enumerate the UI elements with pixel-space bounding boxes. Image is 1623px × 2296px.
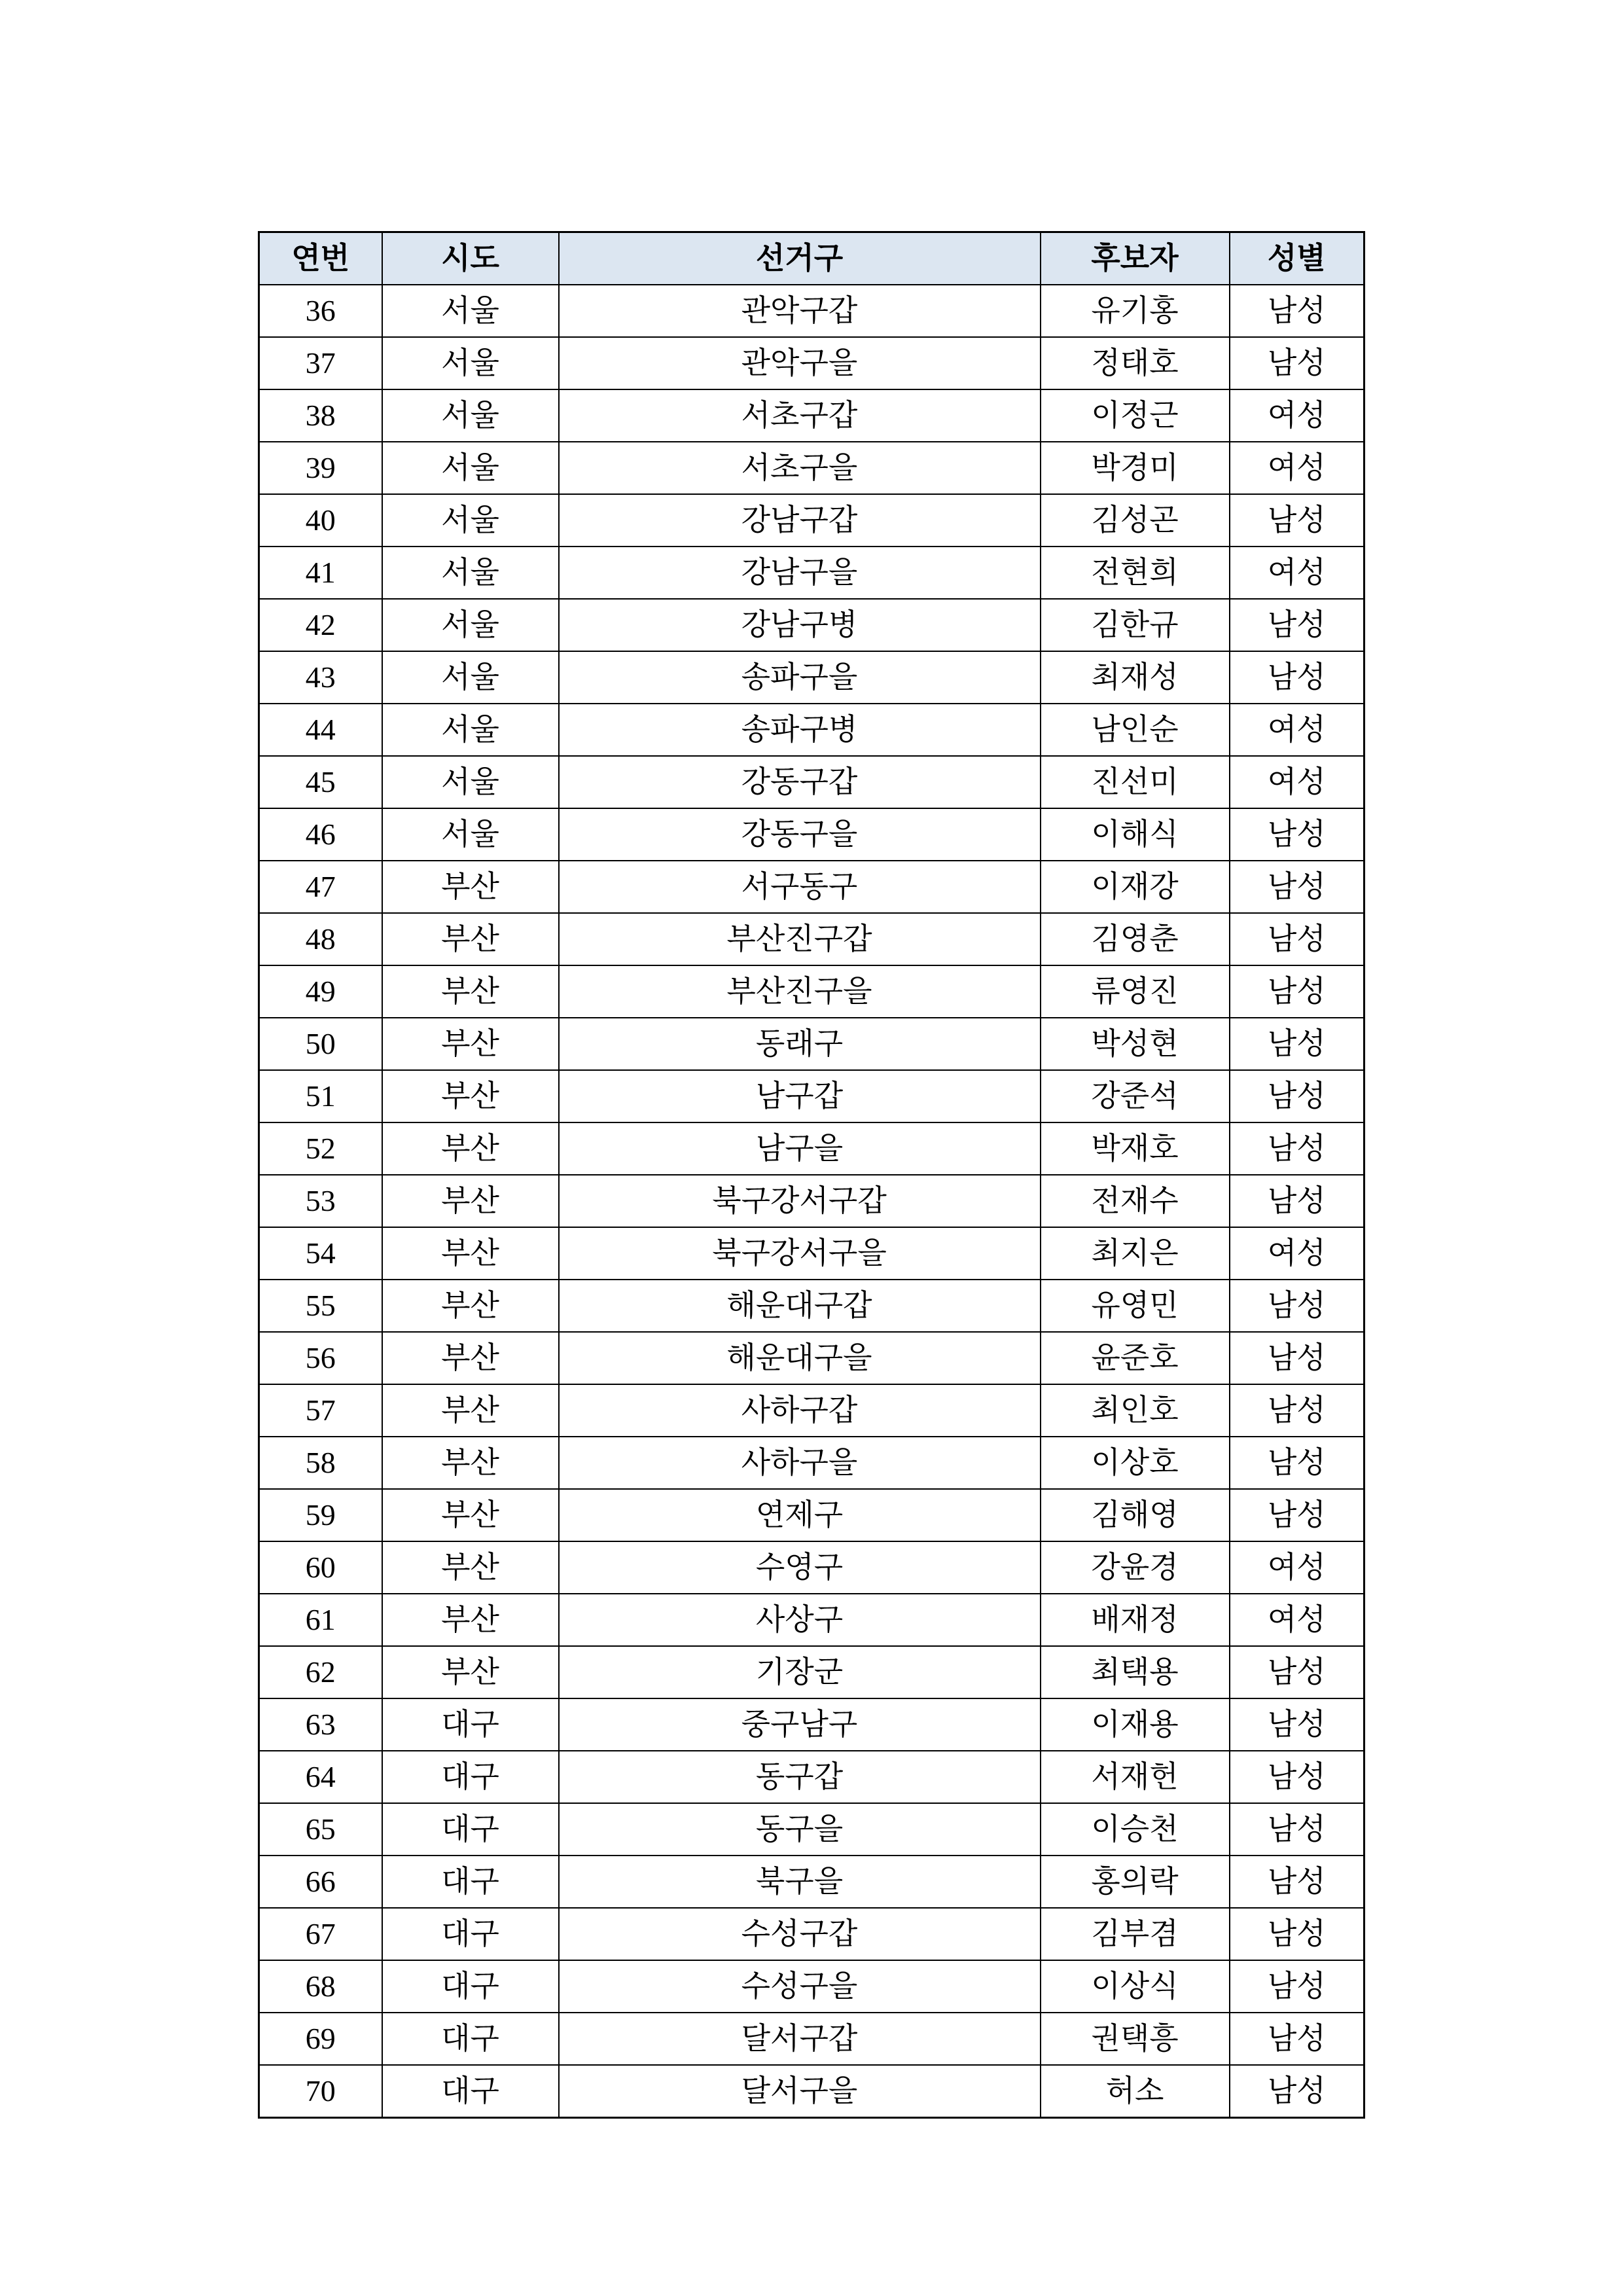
- cell-district: 연제구: [559, 1489, 1041, 1541]
- cell-province: 대구: [382, 1751, 559, 1803]
- cell-candidate: 배재정: [1041, 1594, 1230, 1646]
- cell-serial-no: 65: [259, 1803, 382, 1856]
- cell-district: 사하구을: [559, 1437, 1041, 1489]
- cell-district: 강남구을: [559, 547, 1041, 599]
- table-row: [259, 1070, 1364, 1122]
- cell-gender: 남성: [1230, 494, 1364, 547]
- cell-province: 대구: [382, 1856, 559, 1908]
- cell-province: 서울: [382, 651, 559, 704]
- cell-candidate: 허소: [1041, 2065, 1230, 2118]
- cell-gender: 남성: [1230, 1437, 1364, 1489]
- cell-candidate: 박경미: [1041, 442, 1230, 494]
- cell-gender: 여성: [1230, 756, 1364, 808]
- table-row: [259, 808, 1364, 861]
- cell-district: 수성구을: [559, 1960, 1041, 2013]
- col-header-gender: 성별: [1230, 232, 1364, 285]
- cell-gender: 남성: [1230, 861, 1364, 913]
- cell-gender: 남성: [1230, 913, 1364, 965]
- cell-province: 부산: [382, 1489, 559, 1541]
- cell-candidate: 윤준호: [1041, 1332, 1230, 1384]
- table-row: [259, 1698, 1364, 1751]
- cell-province: 대구: [382, 1698, 559, 1751]
- cell-gender: 남성: [1230, 2013, 1364, 2065]
- candidates-table: [258, 231, 1365, 2119]
- cell-district: 관악구갑: [559, 285, 1041, 337]
- cell-district: 해운대구갑: [559, 1280, 1041, 1332]
- table-row: [259, 1384, 1364, 1437]
- cell-province: 부산: [382, 1332, 559, 1384]
- table-row: [259, 1122, 1364, 1175]
- cell-serial-no: 36: [259, 285, 382, 337]
- cell-gender: 남성: [1230, 285, 1364, 337]
- cell-province: 서울: [382, 808, 559, 861]
- cell-gender: 남성: [1230, 1122, 1364, 1175]
- cell-serial-no: 43: [259, 651, 382, 704]
- cell-candidate: 류영진: [1041, 965, 1230, 1018]
- cell-candidate: 강윤경: [1041, 1541, 1230, 1594]
- cell-gender: 남성: [1230, 1384, 1364, 1437]
- table-row: [259, 1018, 1364, 1070]
- cell-candidate: 남인순: [1041, 704, 1230, 756]
- table-row: [259, 494, 1364, 547]
- cell-province: 부산: [382, 1122, 559, 1175]
- cell-candidate: 이상식: [1041, 1960, 1230, 2013]
- cell-province: 부산: [382, 1541, 559, 1594]
- cell-candidate: 정태호: [1041, 337, 1230, 389]
- cell-gender: 남성: [1230, 1856, 1364, 1908]
- cell-district: 기장군: [559, 1646, 1041, 1698]
- cell-gender: 여성: [1230, 389, 1364, 442]
- table-row: [259, 756, 1364, 808]
- cell-gender: 남성: [1230, 1803, 1364, 1856]
- cell-candidate: 최재성: [1041, 651, 1230, 704]
- cell-serial-no: 50: [259, 1018, 382, 1070]
- table-row: [259, 1646, 1364, 1698]
- cell-serial-no: 48: [259, 913, 382, 965]
- cell-gender: 남성: [1230, 1646, 1364, 1698]
- cell-gender: 여성: [1230, 1227, 1364, 1280]
- cell-candidate: 진선미: [1041, 756, 1230, 808]
- cell-candidate: 이해식: [1041, 808, 1230, 861]
- table-row: [259, 1227, 1364, 1280]
- cell-serial-no: 67: [259, 1908, 382, 1960]
- table-row: [259, 1594, 1364, 1646]
- cell-candidate: 박성현: [1041, 1018, 1230, 1070]
- cell-serial-no: 70: [259, 2065, 382, 2118]
- table-body: [259, 285, 1364, 2118]
- cell-gender: 남성: [1230, 337, 1364, 389]
- table-row: [259, 547, 1364, 599]
- cell-candidate: 김해영: [1041, 1489, 1230, 1541]
- cell-province: 부산: [382, 913, 559, 965]
- table-row: [259, 2065, 1364, 2118]
- table-row: [259, 1751, 1364, 1803]
- cell-district: 강동구을: [559, 808, 1041, 861]
- cell-gender: 여성: [1230, 1541, 1364, 1594]
- cell-serial-no: 53: [259, 1175, 382, 1227]
- table-row: [259, 1541, 1364, 1594]
- cell-serial-no: 64: [259, 1751, 382, 1803]
- cell-province: 서울: [382, 704, 559, 756]
- cell-gender: 남성: [1230, 599, 1364, 651]
- cell-district: 북구을: [559, 1856, 1041, 1908]
- cell-candidate: 강준석: [1041, 1070, 1230, 1122]
- cell-province: 부산: [382, 1646, 559, 1698]
- cell-district: 관악구을: [559, 337, 1041, 389]
- table-row: [259, 2013, 1364, 2065]
- cell-serial-no: 59: [259, 1489, 382, 1541]
- table-row: [259, 1175, 1364, 1227]
- cell-district: 동래구: [559, 1018, 1041, 1070]
- cell-province: 부산: [382, 1437, 559, 1489]
- table-row: [259, 1280, 1364, 1332]
- table-row: [259, 651, 1364, 704]
- cell-gender: 여성: [1230, 1594, 1364, 1646]
- cell-candidate: 유기홍: [1041, 285, 1230, 337]
- cell-gender: 남성: [1230, 2065, 1364, 2118]
- cell-district: 해운대구을: [559, 1332, 1041, 1384]
- cell-province: 서울: [382, 494, 559, 547]
- cell-district: 부산진구을: [559, 965, 1041, 1018]
- cell-serial-no: 38: [259, 389, 382, 442]
- cell-candidate: 서재헌: [1041, 1751, 1230, 1803]
- cell-candidate: 전현희: [1041, 547, 1230, 599]
- cell-province: 서울: [382, 547, 559, 599]
- cell-district: 서구동구: [559, 861, 1041, 913]
- cell-serial-no: 54: [259, 1227, 382, 1280]
- cell-gender: 남성: [1230, 1698, 1364, 1751]
- cell-serial-no: 66: [259, 1856, 382, 1908]
- cell-district: 서초구갑: [559, 389, 1041, 442]
- cell-serial-no: 56: [259, 1332, 382, 1384]
- cell-serial-no: 45: [259, 756, 382, 808]
- table-row: [259, 861, 1364, 913]
- cell-province: 부산: [382, 1018, 559, 1070]
- cell-gender: 남성: [1230, 651, 1364, 704]
- cell-gender: 남성: [1230, 1960, 1364, 2013]
- cell-province: 부산: [382, 965, 559, 1018]
- cell-serial-no: 63: [259, 1698, 382, 1751]
- cell-province: 대구: [382, 2065, 559, 2118]
- table-row: [259, 913, 1364, 965]
- cell-serial-no: 40: [259, 494, 382, 547]
- cell-gender: 여성: [1230, 547, 1364, 599]
- table-row: [259, 442, 1364, 494]
- cell-serial-no: 69: [259, 2013, 382, 2065]
- cell-serial-no: 49: [259, 965, 382, 1018]
- table-row: [259, 337, 1364, 389]
- col-header-province: 시도: [382, 232, 559, 285]
- cell-serial-no: 42: [259, 599, 382, 651]
- table-row: [259, 1960, 1364, 2013]
- table-row: [259, 704, 1364, 756]
- cell-candidate: 홍의락: [1041, 1856, 1230, 1908]
- cell-serial-no: 51: [259, 1070, 382, 1122]
- cell-candidate: 김한규: [1041, 599, 1230, 651]
- cell-serial-no: 61: [259, 1594, 382, 1646]
- cell-serial-no: 60: [259, 1541, 382, 1594]
- col-header-serial-no: 연번: [259, 232, 382, 285]
- cell-province: 부산: [382, 1070, 559, 1122]
- cell-candidate: 이재강: [1041, 861, 1230, 913]
- cell-candidate: 최인호: [1041, 1384, 1230, 1437]
- cell-candidate: 전재수: [1041, 1175, 1230, 1227]
- cell-serial-no: 41: [259, 547, 382, 599]
- cell-candidate: 유영민: [1041, 1280, 1230, 1332]
- cell-candidate: 이상호: [1041, 1437, 1230, 1489]
- table-row: [259, 599, 1364, 651]
- cell-district: 수영구: [559, 1541, 1041, 1594]
- cell-serial-no: 37: [259, 337, 382, 389]
- cell-district: 남구을: [559, 1122, 1041, 1175]
- cell-district: 달서구갑: [559, 2013, 1041, 2065]
- cell-province: 서울: [382, 337, 559, 389]
- cell-gender: 남성: [1230, 1175, 1364, 1227]
- cell-candidate: 권택흥: [1041, 2013, 1230, 2065]
- cell-serial-no: 62: [259, 1646, 382, 1698]
- table-header-row: [259, 232, 1364, 285]
- cell-province: 부산: [382, 1384, 559, 1437]
- table-row: [259, 1332, 1364, 1384]
- table-row: [259, 1489, 1364, 1541]
- cell-province: 대구: [382, 1908, 559, 1960]
- cell-province: 서울: [382, 756, 559, 808]
- cell-district: 송파구병: [559, 704, 1041, 756]
- cell-serial-no: 68: [259, 1960, 382, 2013]
- cell-district: 남구갑: [559, 1070, 1041, 1122]
- table-row: [259, 1908, 1364, 1960]
- cell-province: 서울: [382, 599, 559, 651]
- table-row: [259, 1803, 1364, 1856]
- cell-province: 부산: [382, 1227, 559, 1280]
- cell-serial-no: 44: [259, 704, 382, 756]
- cell-serial-no: 52: [259, 1122, 382, 1175]
- cell-serial-no: 57: [259, 1384, 382, 1437]
- cell-candidate: 김부겸: [1041, 1908, 1230, 1960]
- cell-gender: 남성: [1230, 1070, 1364, 1122]
- cell-district: 부산진구갑: [559, 913, 1041, 965]
- cell-gender: 남성: [1230, 1489, 1364, 1541]
- cell-district: 수성구갑: [559, 1908, 1041, 1960]
- cell-gender: 남성: [1230, 1751, 1364, 1803]
- cell-district: 강남구갑: [559, 494, 1041, 547]
- col-header-candidate: 후보자: [1041, 232, 1230, 285]
- cell-province: 서울: [382, 389, 559, 442]
- cell-gender: 남성: [1230, 808, 1364, 861]
- cell-province: 서울: [382, 442, 559, 494]
- cell-candidate: 이정근: [1041, 389, 1230, 442]
- cell-district: 사하구갑: [559, 1384, 1041, 1437]
- cell-serial-no: 46: [259, 808, 382, 861]
- cell-candidate: 최지은: [1041, 1227, 1230, 1280]
- cell-province: 대구: [382, 1960, 559, 2013]
- cell-gender: 남성: [1230, 1018, 1364, 1070]
- cell-gender: 여성: [1230, 442, 1364, 494]
- cell-district: 중구남구: [559, 1698, 1041, 1751]
- cell-gender: 남성: [1230, 1280, 1364, 1332]
- cell-candidate: 최택용: [1041, 1646, 1230, 1698]
- cell-district: 북구강서구갑: [559, 1175, 1041, 1227]
- cell-province: 대구: [382, 1803, 559, 1856]
- cell-serial-no: 39: [259, 442, 382, 494]
- cell-district: 서초구을: [559, 442, 1041, 494]
- cell-candidate: 박재호: [1041, 1122, 1230, 1175]
- table-row: [259, 1856, 1364, 1908]
- cell-district: 북구강서구을: [559, 1227, 1041, 1280]
- cell-gender: 여성: [1230, 704, 1364, 756]
- cell-district: 사상구: [559, 1594, 1041, 1646]
- cell-province: 서울: [382, 285, 559, 337]
- cell-district: 달서구을: [559, 2065, 1041, 2118]
- cell-district: 동구을: [559, 1803, 1041, 1856]
- table-row: [259, 965, 1364, 1018]
- table-row: [259, 1437, 1364, 1489]
- cell-district: 강남구병: [559, 599, 1041, 651]
- cell-province: 대구: [382, 2013, 559, 2065]
- cell-candidate: 이재용: [1041, 1698, 1230, 1751]
- cell-candidate: 이승천: [1041, 1803, 1230, 1856]
- cell-candidate: 김성곤: [1041, 494, 1230, 547]
- cell-province: 부산: [382, 1280, 559, 1332]
- cell-district: 강동구갑: [559, 756, 1041, 808]
- cell-serial-no: 58: [259, 1437, 382, 1489]
- cell-serial-no: 55: [259, 1280, 382, 1332]
- cell-province: 부산: [382, 861, 559, 913]
- cell-province: 부산: [382, 1594, 559, 1646]
- cell-district: 동구갑: [559, 1751, 1041, 1803]
- cell-province: 부산: [382, 1175, 559, 1227]
- cell-gender: 남성: [1230, 1908, 1364, 1960]
- cell-gender: 남성: [1230, 1332, 1364, 1384]
- cell-serial-no: 47: [259, 861, 382, 913]
- cell-gender: 남성: [1230, 965, 1364, 1018]
- cell-candidate: 김영춘: [1041, 913, 1230, 965]
- col-header-district: 선거구: [559, 232, 1041, 285]
- table-row: [259, 389, 1364, 442]
- cell-district: 송파구을: [559, 651, 1041, 704]
- table-row: [259, 285, 1364, 337]
